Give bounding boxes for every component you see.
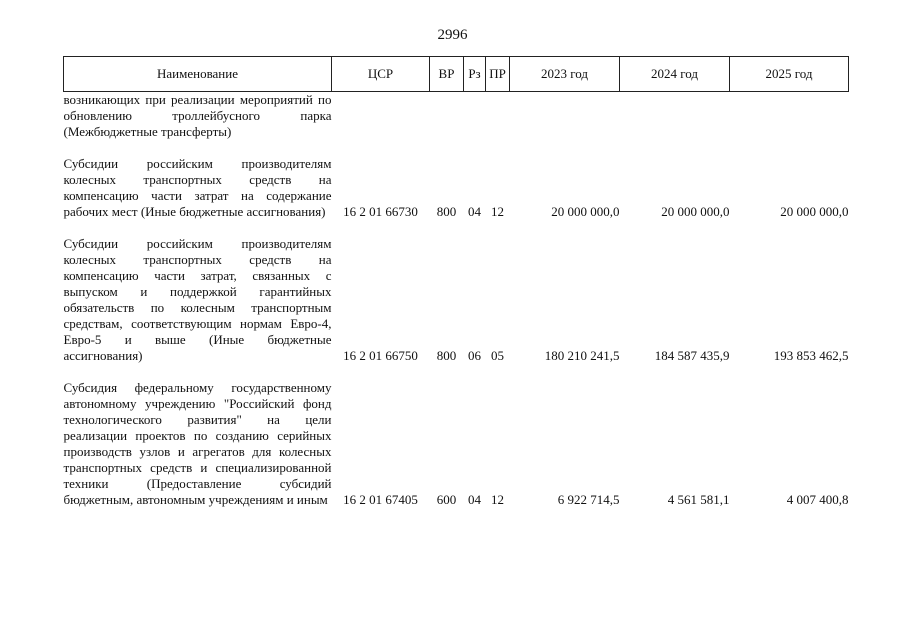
row-amount-2023: 20 000 000,0 <box>551 204 620 219</box>
header-csr: ЦСР <box>332 57 430 92</box>
table-row <box>64 364 849 508</box>
row-pr: 12 <box>491 492 504 507</box>
header-2024: 2024 год <box>620 57 730 92</box>
table-row <box>64 220 849 364</box>
row-rz <box>464 92 486 141</box>
table-row <box>64 92 849 141</box>
row-amount-2024: 20 000 000,0 <box>661 204 730 219</box>
row-amount-2023: 180 210 241,5 <box>544 348 620 363</box>
budget-table <box>63 56 849 508</box>
row-vr: 800 <box>436 348 457 363</box>
header-row <box>64 57 849 92</box>
row-rz: 04 <box>468 204 481 219</box>
table-header <box>64 57 849 92</box>
row-amount-2024: 4 561 581,1 <box>667 492 730 507</box>
header-vr: ВР <box>430 57 464 92</box>
row-amount-2023: 6 922 714,5 <box>557 492 620 507</box>
table-row <box>64 140 849 220</box>
row-name: Субсидии российским производителям колесных транспортных средств на компенсацию части затрат, связанных с выпуском и поддержкой гарантийных обязательств по колесным транспортным средствам, соответствующим нормам Евро-4, Евро-5 и выше (Иные бюджетные ассигнования) <box>63 236 332 363</box>
row-vr: 800 <box>436 204 457 219</box>
row-amount-2025: 193 853 462,5 <box>773 348 849 363</box>
row-rz: 04 <box>468 492 481 507</box>
row-name: возникающих при реализации мероприятий по обновлению троллейбусного парка (Межбюджетные трансферты) <box>63 92 332 139</box>
row-csr <box>332 92 430 141</box>
table-body <box>64 92 849 509</box>
page-number: 2996 <box>437 27 468 43</box>
row-amount-2024: 184 587 435,9 <box>654 348 730 363</box>
row-csr: 16 2 01 67405 <box>343 492 418 507</box>
header-2023: 2023 год <box>510 57 620 92</box>
row-vr <box>430 92 464 141</box>
row-amount-2025 <box>730 92 849 141</box>
row-name: Субсидии российским производителям колесных транспортных средств на компенсацию части затрат на содержание рабочих мест (Иные бюджетные ассигнования) <box>63 156 332 219</box>
row-pr: 05 <box>491 348 504 363</box>
header-2025: 2025 год <box>730 57 849 92</box>
row-pr: 12 <box>491 204 504 219</box>
header-rz: Рз <box>464 57 486 92</box>
row-csr: 16 2 01 66750 <box>343 348 418 363</box>
header-pr: ПР <box>486 57 510 92</box>
row-vr: 600 <box>436 492 457 507</box>
row-amount-2025: 20 000 000,0 <box>780 204 849 219</box>
header-name: Наименование <box>64 57 332 92</box>
row-amount-2024 <box>620 92 730 141</box>
row-amount-2025: 4 007 400,8 <box>786 492 849 507</box>
row-csr: 16 2 01 66730 <box>343 204 418 219</box>
row-name: Субсидия федеральному государственному автономному учреждению "Российский фонд технологического развития" на цели реализации проектов по созданию серийных производств узлов и агрегатов для колесных транспортных средств и специализированной техники (Предоставление субсидий бюджетным, автономным учреждениям и иным <box>63 380 332 507</box>
row-pr <box>486 92 510 141</box>
row-amount-2023 <box>510 92 620 141</box>
row-rz: 06 <box>468 348 481 363</box>
